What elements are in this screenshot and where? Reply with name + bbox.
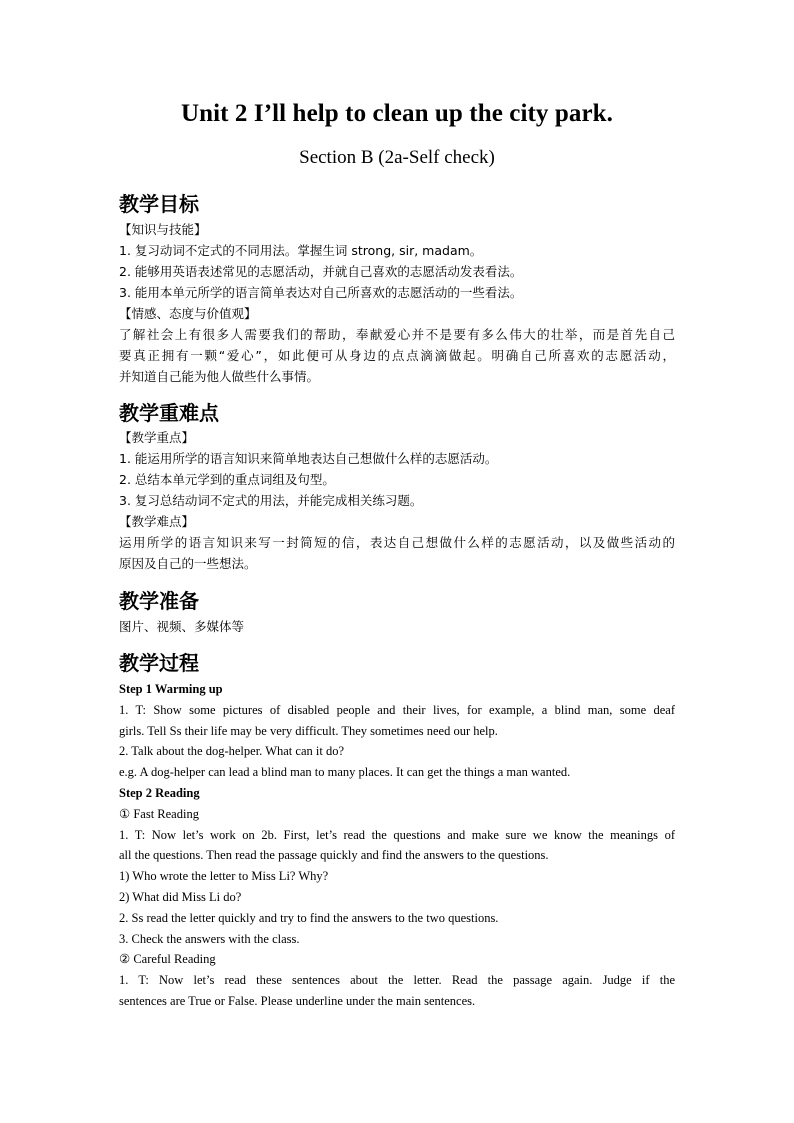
emotion-label: 【情感、态度与价值观】: [119, 306, 257, 321]
focus-label: 【教学重点】: [119, 430, 195, 445]
focus-item: 2. 总结本单元学到的重点词组及句型。: [119, 472, 335, 487]
step1-line: 1. T: Show some pictures of disabled people and their lives, for example, a blind man, some deaf: [119, 703, 675, 717]
heading-goals: 教学目标: [119, 192, 199, 216]
knowledge-label: 【知识与技能】: [119, 222, 207, 237]
careful-line: 1. T: Now let’s read these sentences about the letter. Read the passage again. Judge if the: [119, 973, 675, 987]
knowledge-item: 2. 能够用英语表述常见的志愿活动，并就自己喜欢的志愿活动发表看法。: [119, 264, 523, 279]
heading-keypoints: 教学重难点: [119, 401, 219, 425]
difficulty-label: 【教学难点】: [119, 514, 195, 529]
fast-reading-label: ① Fast Reading: [119, 807, 199, 821]
careful-reading-label: ② Careful Reading: [119, 952, 216, 966]
knowledge-item: 3. 能用本单元所学的语言简单表达对自己所喜欢的志愿活动的一些看法。: [119, 285, 523, 300]
emotion-line: 了解社会上有很多人需要我们的帮助，奉献爱心并不是要有多么伟大的壮举，而是首先自己: [119, 327, 675, 342]
step1-title: Step 1 Warming up: [119, 682, 223, 696]
difficulty-line: 原因及自己的一些想法。: [119, 556, 257, 571]
step1-line: girls. Tell Ss their life may be very difficult. They sometimes need our help.: [119, 724, 498, 738]
emotion-line: 并知道自己能为他人做些什么事情。: [119, 369, 320, 384]
step1-line: 2. Talk about the dog-helper. What can it do?: [119, 744, 344, 758]
page-subtitle: Section B (2a-Self check): [299, 147, 495, 168]
heading-prep: 教学准备: [119, 589, 199, 613]
focus-item: 3. 复习总结动词不定式的用法，并能完成相关练习题。: [119, 493, 423, 508]
knowledge-item: 1. 复习动词不定式的不同用法。掌握生词 strong, sir, madam。: [119, 243, 483, 258]
step2-line: 2. Ss read the letter quickly and try to find the answers to the two questions.: [119, 911, 499, 925]
step2-line: 1) Who wrote the letter to Miss Li? Why?: [119, 869, 329, 883]
prep-text: 图片、视频、多媒体等: [119, 619, 245, 634]
step1-line: e.g. A dog-helper can lead a blind man to many places. It can get the things a man wanted.: [119, 765, 571, 779]
step2-line: 1. T: Now let’s work on 2b. First, let’s read the questions and make sure we know the meanings of: [119, 828, 675, 842]
difficulty-line: 运用所学的语言知识来写一封简短的信，表达自己想做什么样的志愿活动，以及做些活动的: [119, 535, 675, 550]
heading-process: 教学过程: [119, 651, 199, 675]
step2-line: 3. Check the answers with the class.: [119, 932, 300, 946]
step2-line: 2) What did Miss Li do?: [119, 890, 242, 904]
careful-line: sentences are True or False. Please underline under the main sentences.: [119, 994, 476, 1008]
step2-line: all the questions. Then read the passage quickly and find the answers to the questions.: [119, 848, 549, 862]
step2-title: Step 2 Reading: [119, 786, 200, 800]
page-title: Unit 2 I’ll help to clean up the city park.: [180, 100, 614, 127]
focus-item: 1. 能运用所学的语言知识来简单地表达自己想做什么样的志愿活动。: [119, 451, 498, 466]
emotion-line: 要真正拥有一颗“爱心”，如此便可从身边的点点滴滴做起。明确自己所喜欢的志愿活动，: [119, 348, 675, 363]
